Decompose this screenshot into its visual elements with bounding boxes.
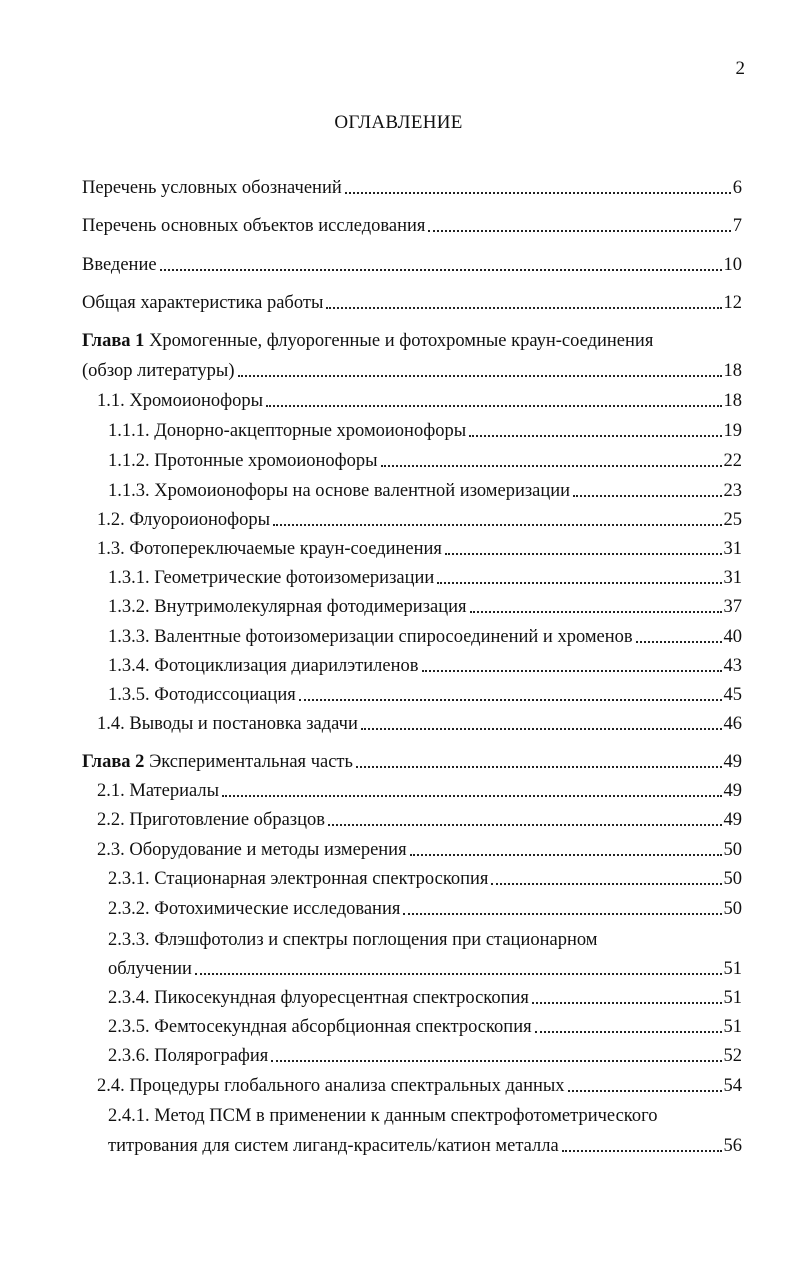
toc-entry[interactable] — [82, 253, 742, 277]
toc-entry[interactable] — [97, 389, 742, 413]
dot-leader — [445, 552, 722, 555]
toc-entry-label: 1.3.5. Фотодиссоциация — [108, 685, 296, 705]
toc-entry-page: 12 — [723, 293, 742, 313]
toc-entry[interactable] — [97, 537, 742, 561]
toc-entry-page: 51 — [723, 959, 742, 979]
toc-entry[interactable] — [97, 808, 742, 832]
toc-entry-page: 50 — [723, 869, 742, 889]
toc-entry[interactable] — [108, 957, 742, 981]
dot-leader — [195, 972, 722, 975]
dot-leader — [428, 229, 730, 232]
toc-entry-page: 49 — [723, 781, 742, 801]
toc-entry[interactable] — [97, 838, 742, 862]
toc-entry[interactable] — [97, 1074, 742, 1098]
dot-leader — [410, 853, 722, 856]
toc-entry[interactable] — [108, 897, 742, 921]
toc-entry[interactable] — [108, 867, 742, 891]
chapter-1-heading[interactable] — [82, 329, 653, 353]
toc-entry-label: 2.3.2. Фотохимические исследования — [108, 899, 401, 919]
toc-entry-page: 50 — [723, 840, 742, 860]
chapter-title: Экспериментальная часть — [149, 752, 353, 772]
dot-leader — [422, 669, 722, 672]
toc-entry-label: 2.2. Приготовление образцов — [97, 810, 325, 830]
toc-entry-page: 37 — [723, 597, 742, 617]
toc-entry[interactable] — [108, 449, 742, 473]
dot-leader — [273, 523, 721, 526]
toc-entry[interactable] — [82, 291, 742, 315]
dot-leader — [532, 1001, 722, 1004]
dot-leader — [345, 191, 731, 194]
toc-entry-label: Перечень условных обозначений — [82, 178, 342, 198]
chapter-prefix: Глава 1 — [82, 331, 145, 351]
dot-leader — [469, 434, 721, 437]
toc-entry[interactable] — [82, 750, 742, 774]
toc-entry[interactable] — [108, 683, 742, 707]
toc-entry-page: 10 — [723, 255, 742, 275]
toc-entry-page: 49 — [723, 810, 742, 830]
toc-entry-label: 2.4. Процедуры глобального анализа спектральных данных — [97, 1076, 565, 1096]
toc-entry-label: 2.3.5. Фемтосекундная абсорбционная спектроскопия — [108, 1017, 532, 1037]
toc-entry-label: 1.1. Хромоионофоры — [97, 391, 264, 411]
toc-title: ОГЛАВЛЕНИЕ — [334, 112, 463, 133]
toc-entry-label: 1.1.2. Протонные хромоионофоры — [108, 451, 378, 471]
toc-entry[interactable] — [108, 1015, 742, 1039]
toc-entry[interactable] — [108, 1044, 742, 1068]
toc-entry[interactable] — [82, 214, 742, 238]
toc-entry-page: 50 — [723, 899, 742, 919]
toc-entry[interactable] — [108, 1134, 742, 1158]
dot-leader — [326, 306, 721, 309]
dot-leader — [328, 823, 722, 826]
toc-entry-page: 54 — [723, 1076, 742, 1096]
dot-leader — [562, 1149, 722, 1152]
toc-entry[interactable] — [108, 625, 742, 649]
dot-leader — [568, 1089, 722, 1092]
dot-leader — [403, 912, 721, 915]
toc-entry-label: 1.3.1. Геометрические фотоизомеризации — [108, 568, 435, 588]
toc-entry-label: титрования для систем лиганд-краситель/катион металла — [108, 1136, 559, 1156]
toc-entry-page: 51 — [723, 988, 742, 1008]
toc-entry-label: 2.3.4. Пикосекундная флуоресцентная спектроскопия — [108, 988, 529, 1008]
toc-entry-page: 40 — [723, 627, 742, 647]
toc-entry[interactable] — [108, 595, 742, 619]
toc-entry-label: 1.3.3. Валентные фотоизомеризации спиросоединений и хроменов — [108, 627, 633, 647]
toc-entry-label: облучении — [108, 959, 192, 979]
toc-entry-label: 1.3.4. Фотоциклизация диарилэтиленов — [108, 656, 419, 676]
toc-entry[interactable] — [82, 176, 742, 200]
dot-leader — [535, 1030, 722, 1033]
toc-entry-page: 49 — [723, 752, 742, 772]
toc-entry-label: 1.3.2. Внутримолекулярная фотодимеризация — [108, 597, 467, 617]
toc-entry[interactable] — [108, 419, 742, 443]
chapter-title-line2: (обзор литературы) — [82, 361, 235, 381]
toc-entry[interactable] — [97, 712, 742, 736]
dot-leader — [381, 464, 722, 467]
toc-entry-page: 18 — [723, 391, 742, 411]
toc-entry-label: Перечень основных объектов исследования — [82, 216, 426, 236]
toc-entry[interactable] — [108, 566, 742, 590]
toc-entry-page: 43 — [723, 656, 742, 676]
toc-entry-label: 1.4. Выводы и постановка задачи — [97, 714, 358, 734]
toc-entry-page: 45 — [723, 685, 742, 705]
dot-leader — [238, 374, 722, 377]
toc-entry-label: 2.3. Оборудование и методы измерения — [97, 840, 407, 860]
toc-entry-label: 2.1. Материалы — [97, 781, 220, 801]
chapter-prefix: Глава 2 — [82, 752, 145, 772]
toc-entry-line1[interactable]: 2.3.3. Флэшфотолиз и спектры поглощения при стационарном — [108, 930, 598, 950]
dot-leader — [491, 882, 721, 885]
toc-entry-label: 2.3.6. Полярография — [108, 1046, 269, 1066]
dot-leader — [470, 610, 722, 613]
toc-entry-label: Введение — [82, 255, 157, 275]
toc-entry-page: 31 — [723, 568, 742, 588]
toc-entry-page: 46 — [723, 714, 742, 734]
toc-entry-label: 1.2. Флуороионофоры — [97, 510, 271, 530]
toc-entry-page: 51 — [723, 1017, 742, 1037]
toc-entry-line1[interactable]: 2.4.1. Метод ПСМ в применении к данным спектрофотометрического — [108, 1106, 658, 1126]
dot-leader — [266, 404, 721, 407]
toc-entry-page: 7 — [732, 216, 742, 236]
toc-entry-page: 56 — [723, 1136, 742, 1156]
dot-leader — [299, 698, 722, 701]
dot-leader — [437, 581, 721, 584]
toc-entry-page: 23 — [723, 481, 742, 501]
chapter-2-heading — [82, 750, 353, 774]
page-number: 2 — [735, 58, 745, 79]
toc-entry[interactable] — [108, 479, 742, 503]
dot-leader — [271, 1059, 721, 1062]
chapter-title-line1: Хромогенные, флуорогенные и фотохромные краун-соединения — [149, 331, 654, 351]
toc-entry[interactable] — [97, 779, 742, 803]
toc-entry-label: 1.1.3. Хромоионофоры на основе валентной изомеризации — [108, 481, 571, 501]
toc-entry-page: 52 — [723, 1046, 742, 1066]
toc-entry-page: 31 — [723, 539, 742, 559]
toc-entry-label: 1.1.1. Донорно-акцепторные хромоионофоры — [108, 421, 467, 441]
toc-entry[interactable] — [82, 359, 742, 383]
toc-entry[interactable] — [97, 508, 742, 532]
toc-entry-label: Общая характеристика работы — [82, 293, 324, 313]
toc-entry-page: 18 — [723, 361, 742, 381]
toc-entry[interactable] — [108, 986, 742, 1010]
dot-leader — [356, 765, 722, 768]
toc-entry-page: 6 — [732, 178, 742, 198]
toc-entry-label: 2.3.1. Стационарная электронная спектроскопия — [108, 869, 489, 889]
dot-leader — [361, 727, 722, 730]
dot-leader — [222, 794, 721, 797]
dot-leader — [573, 494, 721, 497]
toc-entry[interactable] — [108, 654, 742, 678]
toc-entry-label: 1.3. Фотопереключаемые краун-соединения — [97, 539, 442, 559]
toc-entry-page: 22 — [723, 451, 742, 471]
dot-leader — [636, 640, 722, 643]
dot-leader — [160, 268, 722, 271]
toc-entry-page: 25 — [723, 510, 742, 530]
toc-entry-page: 19 — [723, 421, 742, 441]
